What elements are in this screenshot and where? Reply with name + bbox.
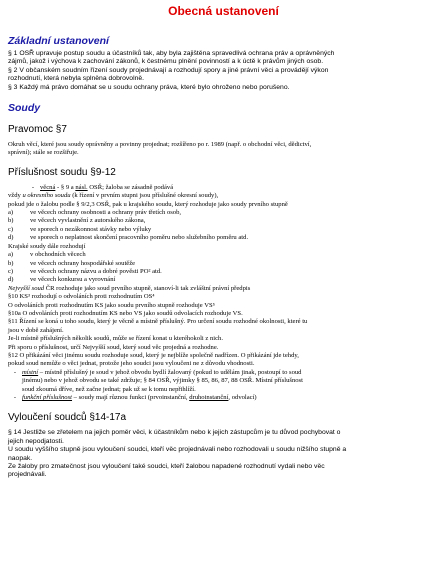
- text-line: § 1 OSŘ upravuje postup soudu a účastníků tak, aby byla zajištěna spravedlivá ochrana práv a oprávněných: [8, 50, 335, 57]
- obchod-list: [8, 251, 439, 285]
- text-line: vždy u okresního soudu (k řízení v prvním stupni jsou příslušné okresní soudy),: [8, 192, 219, 200]
- list-item: a) v obchodních věcech: [8, 251, 86, 259]
- pravomoc-body: [8, 141, 439, 158]
- dash-item-vecna: - věcná - § 9 a násl. OSŘ; žaloba se zásadně podává: [31, 183, 174, 191]
- list-item: a) ve věcech ochrany osobnosti a ochrany práv třetích osob,: [8, 209, 182, 217]
- text-line: Nejvyšší soud ČR rozhoduje jako soud prvního stupně, stanoví-li tak zvláštní právní předpis: [8, 284, 251, 292]
- list-item: d) ve věcech konkursu a vyrovnání: [8, 276, 116, 284]
- text-line: jsou v době zahájení.: [8, 326, 64, 334]
- text-line: §10a O odvoláních proti rozhodnutím KS nebo VS jako soudů odvolacích rozhoduje VS.: [8, 309, 243, 317]
- dash-item-mistni: - místní – místně příslušný je soud v jehož obvodu bydlí žalovaný (pokud to udělám jinak, postoupí to soud jinému) nebo v jehož obvodu se také zdržuje; § 84 OSŘ, výjimky § 85, 86, 87, 88 OSŘ. Místní příslušnost soud zkoumá dříve, než začne jednat; pak už se k tomu nepřihlíží.: [13, 368, 303, 393]
- krajsky-list: [8, 209, 439, 243]
- text-line: zájmů, jakož i výchova k zachování zákonů, k čestnému plnění povinností a k úctě k právům jiných osob.: [8, 58, 324, 66]
- text-line: Ze žaloby pro zmatečnost jsou vyloučení také soudci, kteří žalobou napadené rozhodnutí vydali nebo věc: [8, 463, 325, 471]
- text-line: Okruh věcí, které jsou soudy oprávněny a povinny projednat; rozšířeno po r. 1989 (např. o obchodní věci, dědictví,: [8, 141, 312, 149]
- subsection-heading-pravomoc: Pravomoc §7: [8, 124, 67, 136]
- page-title: Obecná ustanovení: [168, 4, 279, 18]
- text-line: §11 Řízení se koná u toho soudu, který je věcně a místně příslušný. Pro určení soudu rozhodné okolnosti, které tu: [8, 318, 308, 326]
- list-item: b) ve věcech ochrany hospodářské soutěže: [8, 259, 136, 267]
- text-line: §12 O přikázání věci jinému soudu rozhoduje soud, který je nejblíže společně nadřízen. O přikázání jde tehdy,: [8, 351, 299, 359]
- text-line: projednávali.: [8, 471, 47, 479]
- list-item: d) ve sporech o neplatnost skončení pracovního poměru nebo služebního poměru atd.: [8, 234, 249, 242]
- list-item: b) ve věcech vyvlastnění z autorského zákona,: [8, 217, 146, 225]
- text-line: pokud jde o žalobu podle § 9/2,3 OSŘ, pak u krajského soudu, který rozhoduje jako soudy prvního stupně: [8, 200, 288, 208]
- list-item: c) ve věcech ochrany názvu a dobré pověsti PO² atd.: [8, 267, 162, 275]
- subsection-heading-vylouceni: Vyloučení soudců §14-17a: [8, 412, 127, 424]
- text-line: U soudu vyššího stupně jsou vyloučení soudci, kteří věc projednávali nebo rozhodovali u soudu nižšího stupně a: [8, 446, 347, 454]
- text-line: Krajské soudy dále rozhodují: [8, 242, 86, 250]
- text-line: § 2 V občanském soudním řízení soudy projednávají a rozhodují spory a jiné právní věci a provádějí výkon: [8, 66, 329, 74]
- text-line: § 3 Každý má právo domáhat se u soudu ochrany práva, které bylo ohroženo nebo porušeno.: [8, 83, 290, 91]
- dash-item-funkcni: - funkční příslušnost – soudy mají různou funkci (prvoinstanční, druhoinstanční, odvolací): [13, 394, 257, 401]
- text-line: §10 KS³ rozhodují o odvoláních proti rozhodnutím OS⁴: [8, 293, 155, 301]
- subsection-heading-prislusnost: Příslušnost soudu §9-12: [8, 166, 116, 178]
- text-line: Při sporu o příslušnost, určí Nejvyšší soud, který soud věc projedná a rozhodne.: [8, 343, 219, 351]
- text-line: rozhodnutí, která nebyla splněna dobrovolně.: [8, 75, 145, 83]
- section-heading-soudy: Soudy: [8, 102, 41, 115]
- text-line: jejich nepodjatosti.: [8, 437, 64, 445]
- text-line: pokud soud nemůže o věci jednat, protože jeho soudci jsou vyloučeni ne z důvodu vhodnosti.: [8, 360, 255, 368]
- vylouceni-body: [8, 429, 439, 479]
- text-line: § 14 Jestliže se zřetelem na jejich poměr věci, k účastníkům nebo k jejich zástupcům je tu důvod pochybovat o: [8, 429, 341, 437]
- list-item: c) ve sporech o nezákonnost stávky nebo výluky: [8, 225, 152, 233]
- text-line: Je-li místně příslušných několik soudů, může se řízení konat u kteréhokoli z nich.: [8, 335, 223, 343]
- text-line: naopak.: [8, 454, 33, 462]
- zakladni-body: [8, 50, 439, 92]
- text-line: správní); stále se rozšiřuje.: [8, 149, 79, 157]
- prislusnost-body: [8, 184, 439, 403]
- section-heading-zakladni: Základní ustanovení: [8, 35, 109, 47]
- text-line: O odvoláních proti rozhodnutím KS jako soudu prvního stupně rozhoduje VS⁵: [8, 301, 215, 309]
